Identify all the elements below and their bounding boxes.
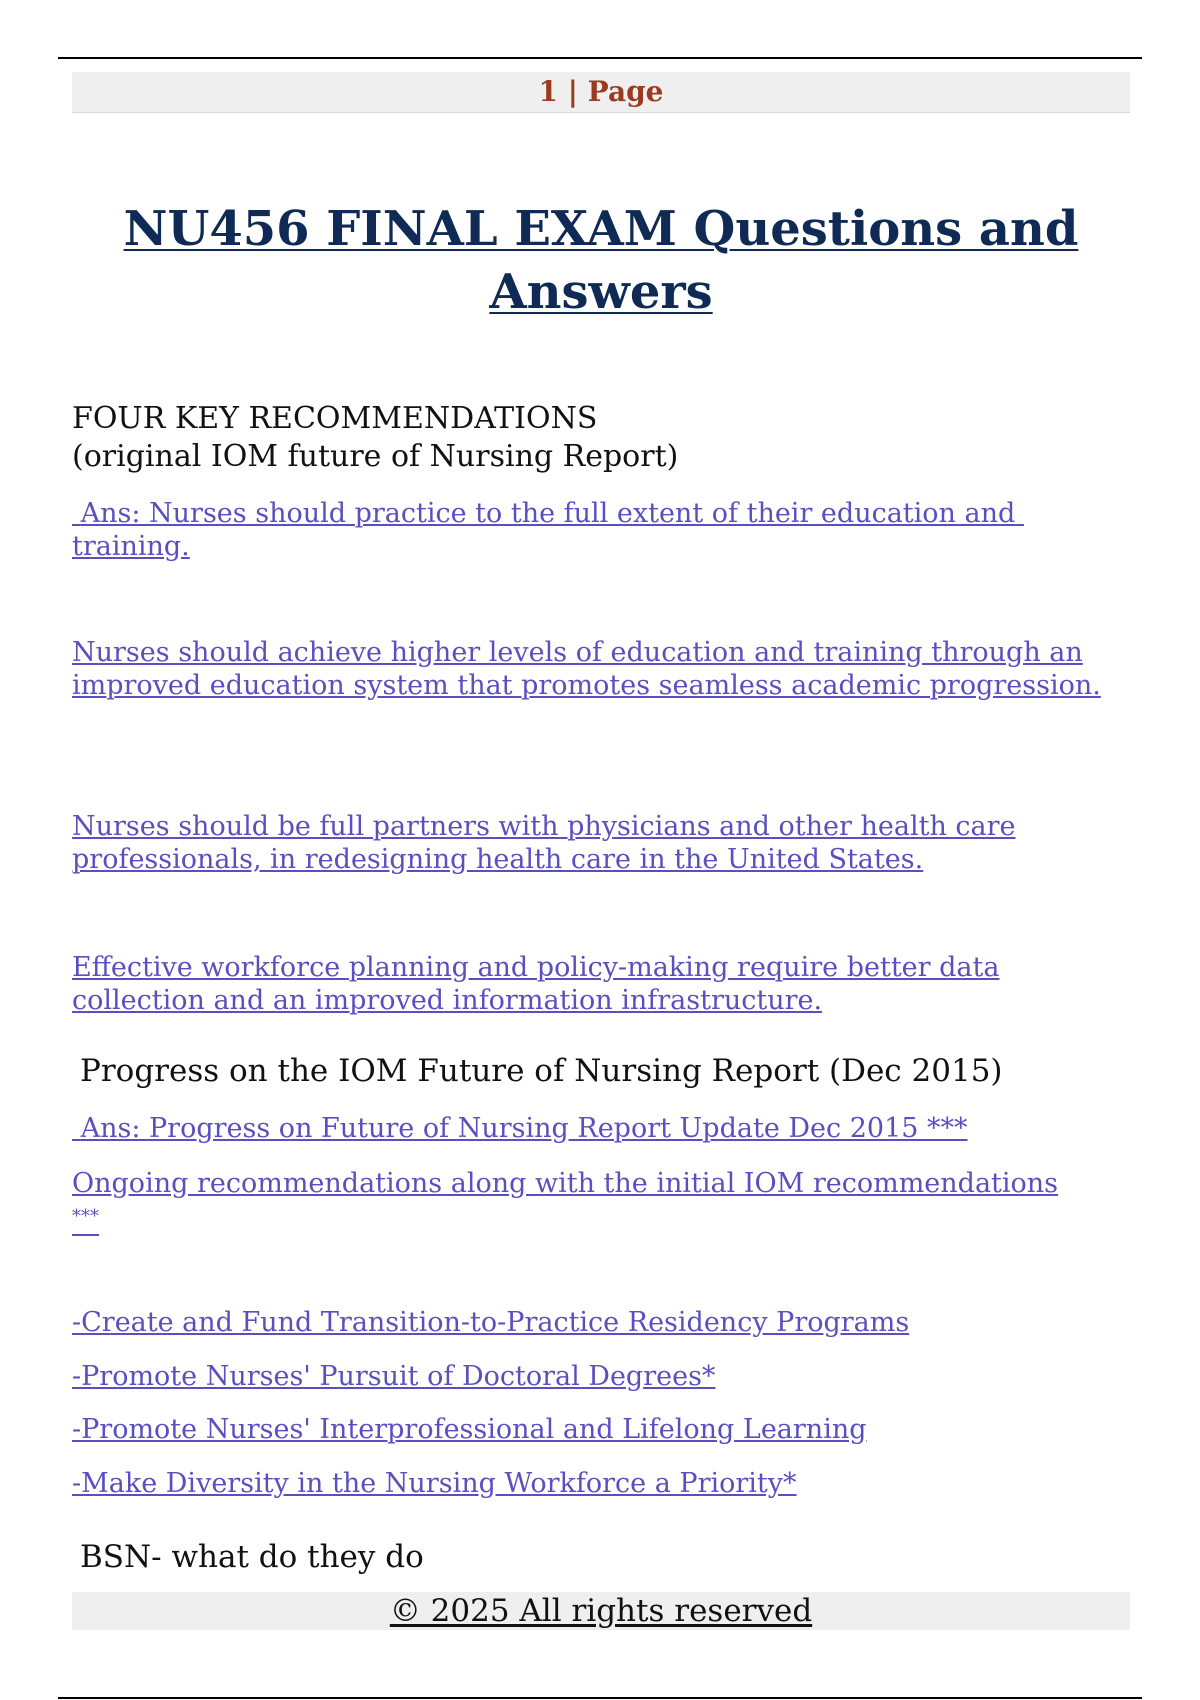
section-heading-key-recommendations xyxy=(72,400,678,476)
answer-text-main: Ongoing recommendations along with the initial IOM recommendations xyxy=(72,1168,1059,1199)
answer-text: Nurses should be full partners with physicians and other health care professionals, in redesigning health care in the United States. xyxy=(72,811,1016,875)
list-item: -Make Diversity in the Nursing Workforce a Priority* xyxy=(72,1468,797,1499)
page-footer xyxy=(72,1592,1130,1630)
top-rule xyxy=(58,57,1142,59)
answer-text: Effective workforce planning and policy-making require better data collection and an improved information infrastructure. xyxy=(72,952,1000,1016)
answer-text: Ans: Progress on Future of Nursing Report Update Dec 2015 *** xyxy=(72,1113,968,1144)
copyright-text: © 2025 All rights reserved xyxy=(389,1593,813,1629)
answer-text xyxy=(72,1167,1140,1240)
document-title: NU456 FINAL EXAM Questions and Answers xyxy=(123,201,1079,320)
page-number-label: 1 | Page xyxy=(538,75,664,108)
list-item: -Promote Nurses' Interprofessional and Lifelong Learning xyxy=(72,1414,867,1445)
answer-stars: *** xyxy=(72,1206,99,1227)
bottom-rule xyxy=(58,1697,1142,1699)
answer-text: Nurses should achieve higher levels of education and training through an improved education system that promotes seamless academic progression. xyxy=(72,637,1101,701)
section-heading-bsn: BSN- what do they do xyxy=(80,1539,424,1575)
heading-line-2: (original IOM future of Nursing Report) xyxy=(72,439,679,474)
answer-text: Ans: Nurses should practice to the full extent of their education and training. xyxy=(72,498,1024,562)
heading-line-1: FOUR KEY RECOMMENDATIONS xyxy=(72,401,598,436)
list-item: -Promote Nurses' Pursuit of Doctoral Degrees* xyxy=(72,1361,716,1392)
page-header xyxy=(72,72,1130,113)
list-item: -Create and Fund Transition-to-Practice Residency Programs xyxy=(72,1307,910,1338)
section-heading-progress: Progress on the IOM Future of Nursing Report (Dec 2015) xyxy=(80,1053,1003,1089)
